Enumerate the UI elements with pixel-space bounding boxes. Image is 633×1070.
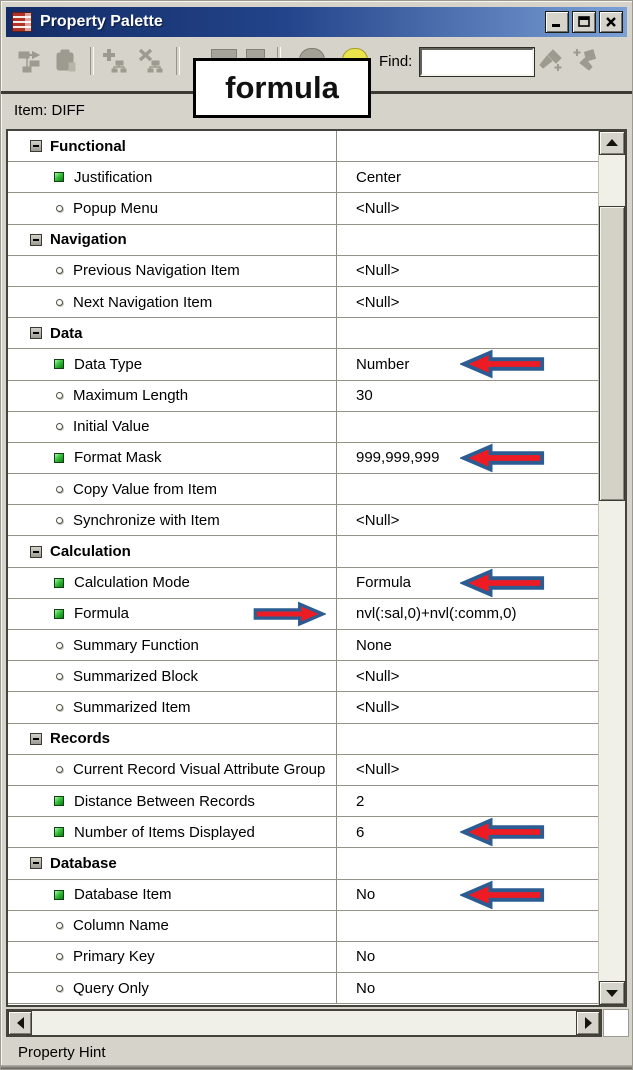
property-value-cell[interactable] xyxy=(337,287,599,317)
find-backward-icon xyxy=(572,47,600,75)
changed-indicator-icon xyxy=(54,890,64,900)
property-row[interactable] xyxy=(8,412,599,443)
property-name: Next Navigation Item xyxy=(73,293,213,311)
property-name: Query Only xyxy=(73,979,149,997)
default-indicator-icon xyxy=(56,673,63,680)
property-name-cell[interactable] xyxy=(8,287,337,317)
property-name-cell[interactable] xyxy=(8,443,337,473)
property-value-cell[interactable] xyxy=(337,848,599,878)
property-name-cell[interactable] xyxy=(8,162,337,192)
property-name-cell[interactable] xyxy=(8,536,337,566)
property-value-cell[interactable] xyxy=(337,505,599,535)
maximize-icon xyxy=(578,16,590,28)
property-value-cell[interactable] xyxy=(337,536,599,566)
add-property-button[interactable] xyxy=(100,46,130,76)
section-title: Data xyxy=(50,324,83,342)
section-title: Navigation xyxy=(50,231,127,249)
property-row[interactable] xyxy=(8,755,599,786)
collapse-icon[interactable] xyxy=(30,857,42,869)
property-name-cell[interactable] xyxy=(8,755,337,785)
property-value-cell[interactable] xyxy=(337,942,599,972)
changed-indicator-icon xyxy=(54,796,64,806)
property-row[interactable] xyxy=(8,973,599,1004)
property-row[interactable] xyxy=(8,256,599,287)
default-indicator-icon xyxy=(56,267,63,274)
property-name-cell[interactable] xyxy=(8,973,337,1003)
property-row[interactable] xyxy=(8,661,599,692)
property-value: <Null> xyxy=(356,698,400,716)
changed-indicator-icon xyxy=(54,609,64,619)
paste-properties-button[interactable] xyxy=(50,46,80,76)
collapse-icon[interactable] xyxy=(30,327,42,339)
window-bottom-edge xyxy=(1,1065,632,1069)
property-name-cell[interactable] xyxy=(8,349,337,379)
close-button[interactable] xyxy=(599,11,623,33)
find-label: Find: xyxy=(379,53,413,70)
property-row[interactable] xyxy=(8,193,599,224)
property-value-cell[interactable] xyxy=(337,474,599,504)
property-value-cell[interactable] xyxy=(337,786,599,816)
toolbar-separator xyxy=(176,47,180,75)
property-value-cell[interactable] xyxy=(337,193,599,223)
property-value-cell[interactable] xyxy=(337,131,599,161)
formula-annotation-overlay: formula xyxy=(193,58,371,118)
annotation-arrow-right-icon xyxy=(252,601,326,627)
triangle-right-icon xyxy=(585,1017,592,1029)
status-bar: Property Hint xyxy=(18,1044,106,1061)
property-value-cell[interactable] xyxy=(337,318,599,348)
property-name: Synchronize with Item xyxy=(73,511,220,529)
property-name-cell[interactable] xyxy=(8,193,337,223)
property-name-cell[interactable] xyxy=(8,131,337,161)
property-name: Popup Menu xyxy=(73,199,159,217)
property-value-cell[interactable] xyxy=(337,973,599,1003)
property-row[interactable] xyxy=(8,599,599,630)
property-row[interactable] xyxy=(8,880,599,911)
property-value: <Null> xyxy=(356,667,400,685)
default-indicator-icon xyxy=(56,766,63,773)
default-indicator-icon xyxy=(56,486,63,493)
default-indicator-icon xyxy=(56,205,63,212)
property-name: Summarized Block xyxy=(73,667,199,685)
find-backward-button[interactable] xyxy=(571,46,601,76)
default-indicator-icon xyxy=(56,922,63,929)
annotation-arrow-left-icon xyxy=(460,443,546,472)
property-row[interactable] xyxy=(8,786,599,817)
property-value-cell[interactable] xyxy=(337,692,599,722)
property-name-cell[interactable] xyxy=(8,942,337,972)
property-value-cell[interactable] xyxy=(337,911,599,941)
scroll-right-button[interactable] xyxy=(576,1011,600,1035)
property-name: Summary Function xyxy=(73,636,199,654)
property-value-cell[interactable] xyxy=(337,661,599,691)
default-indicator-icon xyxy=(56,517,63,524)
toolbar-separator xyxy=(90,47,94,75)
section-row[interactable] xyxy=(8,131,599,162)
property-name: Initial Value xyxy=(73,418,150,436)
property-row[interactable] xyxy=(8,381,599,412)
default-indicator-icon xyxy=(56,392,63,399)
property-value: 30 xyxy=(356,387,373,405)
property-value: <Null> xyxy=(356,199,400,217)
property-name: Current Record Visual Attribute Group xyxy=(73,761,326,779)
close-icon xyxy=(605,16,617,28)
section-row[interactable] xyxy=(8,724,599,755)
property-value: <Null> xyxy=(356,293,400,311)
property-value-cell[interactable] xyxy=(337,412,599,442)
property-name: Distance Between Records xyxy=(74,792,255,810)
changed-indicator-icon xyxy=(54,359,64,369)
property-name-cell[interactable] xyxy=(8,661,337,691)
property-row[interactable] xyxy=(8,162,599,193)
property-palette-icon[interactable] xyxy=(12,12,32,32)
annotation-arrow-left-icon xyxy=(460,350,546,379)
collapse-icon[interactable] xyxy=(30,546,42,558)
default-indicator-icon xyxy=(56,299,63,306)
property-value-cell[interactable] xyxy=(337,256,599,286)
property-name: Summarized Item xyxy=(73,698,191,716)
titlebar[interactable] xyxy=(6,7,627,37)
default-indicator-icon xyxy=(56,642,63,649)
section-title: Database xyxy=(50,854,117,872)
section-row[interactable] xyxy=(8,848,599,879)
property-name-cell[interactable] xyxy=(8,505,337,535)
collapse-icon[interactable] xyxy=(30,234,42,246)
triangle-left-icon xyxy=(17,1017,24,1029)
find-forward-icon xyxy=(538,47,566,75)
vertical-scrollbar[interactable] xyxy=(598,131,625,1005)
triangle-up-icon xyxy=(606,139,618,146)
property-name-cell[interactable] xyxy=(8,880,337,910)
property-name: Calculation Mode xyxy=(74,574,190,592)
property-value: <Null> xyxy=(356,511,400,529)
section-title: Functional xyxy=(50,137,126,155)
property-value: No xyxy=(356,948,376,966)
property-value-cell[interactable] xyxy=(337,225,599,255)
property-row[interactable] xyxy=(8,942,599,973)
property-value-cell[interactable] xyxy=(337,724,599,754)
property-name: Formula xyxy=(74,605,130,623)
window-title: Property Palette xyxy=(40,13,163,30)
property-value-cell[interactable] xyxy=(337,630,599,660)
property-value: Center xyxy=(356,168,402,186)
property-row[interactable] xyxy=(8,692,599,723)
property-name-cell[interactable] xyxy=(8,225,337,255)
find-input[interactable] xyxy=(420,48,534,76)
scroll-left-button[interactable] xyxy=(8,1011,32,1035)
property-name-cell[interactable] xyxy=(8,474,337,504)
property-name-cell[interactable] xyxy=(8,692,337,722)
section-row[interactable] xyxy=(8,318,599,349)
find-forward-button[interactable] xyxy=(537,46,567,76)
property-value-cell[interactable] xyxy=(337,162,599,192)
annotation-arrow-left-icon xyxy=(460,880,546,909)
property-row[interactable] xyxy=(8,443,599,474)
default-indicator-icon xyxy=(56,985,63,992)
property-name-cell[interactable] xyxy=(8,256,337,286)
property-row[interactable] xyxy=(8,817,599,848)
property-name-cell[interactable] xyxy=(8,568,337,598)
collapse-icon[interactable] xyxy=(30,733,42,745)
property-name: Column Name xyxy=(73,917,169,935)
scroll-up-button[interactable] xyxy=(599,131,625,155)
property-value-cell[interactable] xyxy=(337,755,599,785)
property-row[interactable] xyxy=(8,505,599,536)
delete-property-icon xyxy=(138,48,164,74)
minimize-button[interactable] xyxy=(545,11,569,33)
property-value: No xyxy=(356,886,376,904)
property-value: 2 xyxy=(356,792,365,810)
default-indicator-icon xyxy=(56,704,63,711)
horizontal-scrollbar[interactable] xyxy=(6,1009,602,1037)
property-name-cell[interactable] xyxy=(8,786,337,816)
annotation-arrow-left-icon xyxy=(460,818,546,847)
changed-indicator-icon xyxy=(54,827,64,837)
annotation-arrow-left-icon xyxy=(460,568,546,597)
property-name-cell[interactable] xyxy=(8,848,337,878)
scroll-down-button[interactable] xyxy=(599,981,625,1005)
paste-properties-icon xyxy=(52,48,78,74)
property-value: <Null> xyxy=(356,761,400,779)
property-value: 6 xyxy=(356,823,365,841)
vertical-scroll-thumb[interactable] xyxy=(599,206,625,501)
copy-properties-button[interactable] xyxy=(16,46,46,76)
property-name: Copy Value from Item xyxy=(73,480,217,498)
property-name-cell[interactable] xyxy=(8,412,337,442)
property-name-cell[interactable] xyxy=(8,630,337,660)
property-value: nvl(:sal,0)+nvl(:comm,0) xyxy=(356,605,517,623)
property-rows xyxy=(8,131,599,1005)
property-name: Previous Navigation Item xyxy=(73,262,240,280)
property-value-cell[interactable] xyxy=(337,599,599,629)
property-name: Maximum Length xyxy=(73,387,189,405)
property-name-cell[interactable] xyxy=(8,724,337,754)
property-name-cell[interactable] xyxy=(8,911,337,941)
property-value: Formula xyxy=(356,574,412,592)
default-indicator-icon xyxy=(56,953,63,960)
section-row[interactable] xyxy=(8,225,599,256)
property-name: Data Type xyxy=(74,355,143,373)
section-title: Calculation xyxy=(50,543,131,561)
window-controls xyxy=(545,11,627,33)
property-name-cell[interactable] xyxy=(8,318,337,348)
add-property-icon xyxy=(102,48,128,74)
property-list-panel xyxy=(6,129,627,1007)
context-bar: Item: DIFF xyxy=(14,102,85,119)
property-name: Number of Items Displayed xyxy=(74,823,255,841)
changed-indicator-icon xyxy=(54,172,64,182)
property-row[interactable] xyxy=(8,474,599,505)
property-row[interactable] xyxy=(8,349,599,380)
property-row[interactable] xyxy=(8,630,599,661)
property-value: 999,999,999 xyxy=(356,449,440,467)
property-name: Justification xyxy=(74,168,153,186)
property-value-cell[interactable] xyxy=(337,381,599,411)
property-value: <Null> xyxy=(356,262,400,280)
property-row[interactable] xyxy=(8,568,599,599)
triangle-down-icon xyxy=(606,990,618,997)
property-name: Format Mask xyxy=(74,449,162,467)
property-name: Primary Key xyxy=(73,948,155,966)
changed-indicator-icon xyxy=(54,453,64,463)
property-row[interactable] xyxy=(8,911,599,942)
copy-properties-icon xyxy=(18,48,44,74)
property-name-cell[interactable] xyxy=(8,381,337,411)
minimize-icon xyxy=(551,16,563,28)
property-row[interactable] xyxy=(8,287,599,318)
property-value: No xyxy=(356,979,376,997)
property-name-cell[interactable] xyxy=(8,817,337,847)
scrollbar-corner xyxy=(603,1009,629,1037)
default-indicator-icon xyxy=(56,423,63,430)
property-value: None xyxy=(356,636,392,654)
collapse-icon[interactable] xyxy=(30,140,42,152)
property-value: Number xyxy=(356,355,410,373)
section-title: Records xyxy=(50,730,111,748)
section-row[interactable] xyxy=(8,536,599,567)
delete-property-button[interactable] xyxy=(136,46,166,76)
property-name: Database Item xyxy=(74,886,172,904)
maximize-button[interactable] xyxy=(572,11,596,33)
changed-indicator-icon xyxy=(54,578,64,588)
